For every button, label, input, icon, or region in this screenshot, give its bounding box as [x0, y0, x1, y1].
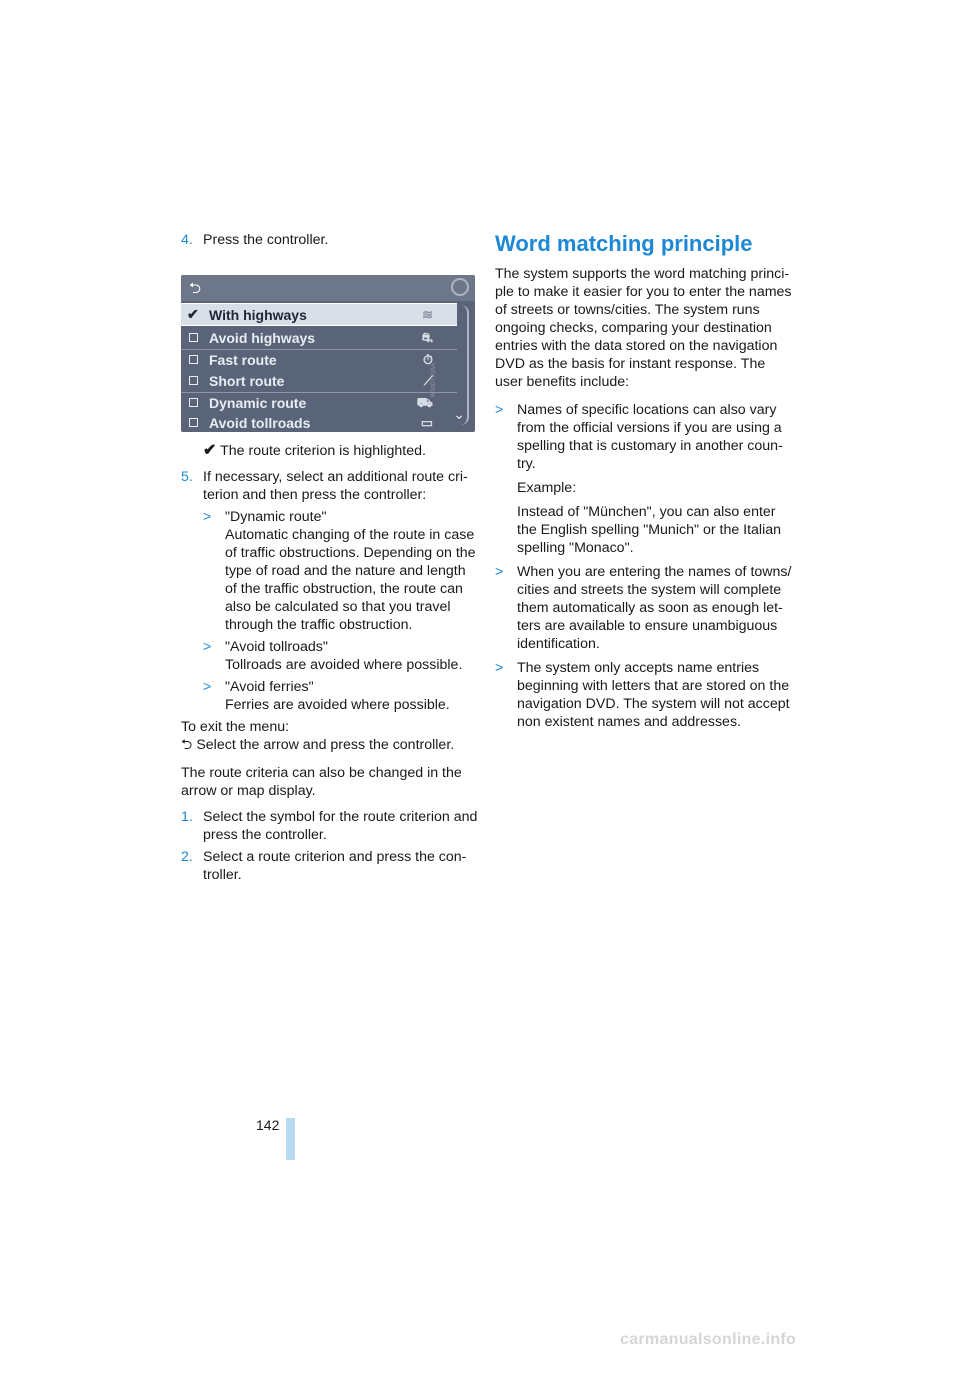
checkmark-icon: ✔ [187, 306, 199, 322]
menu-item-label: Dynamic route [209, 395, 307, 411]
checkbox-icon [189, 355, 198, 364]
avoid-highway-icon: ⛐ [421, 330, 433, 345]
step-text: Press the controller. [203, 232, 329, 248]
route-option-list [181, 508, 481, 714]
route-criteria-screenshot [181, 275, 475, 432]
right-column [495, 231, 795, 735]
footer-watermark: carmanualsonline.info [620, 1331, 797, 1348]
menu-item-label: Fast route [209, 352, 277, 368]
step-number: 5. [181, 469, 193, 485]
step-text: Select a route criterion and press the con-troller. [203, 849, 467, 883]
bullet-marker: > [495, 660, 504, 676]
list-item [495, 563, 795, 653]
menu-item-dynamic-route [181, 392, 457, 413]
step-text: Select the symbol for the route criterion and press the controller. [203, 809, 478, 843]
checkbox-icon [189, 333, 198, 342]
example-label: Example: [517, 480, 577, 496]
checkbox-icon [189, 376, 198, 385]
menu-item-avoid-highways [181, 327, 457, 348]
list-item [495, 401, 795, 557]
bullet-marker: > [203, 679, 212, 695]
scroll-down-icon: ⌄ [453, 406, 465, 422]
change-step-1 [181, 808, 481, 844]
bullet-marker: > [495, 402, 504, 418]
checkbox-icon [189, 398, 198, 407]
screen-top-bar [181, 275, 475, 301]
menu-item-short-route [181, 370, 457, 391]
stopwatch-icon: ⏱ [422, 352, 433, 367]
highway-icon: ≋ [422, 307, 433, 322]
highlight-note [181, 442, 481, 460]
short-route-icon: ⟋ [423, 373, 433, 388]
intro-paragraph: The system supports the word matching princi-ple to make it easier for you to enter the names of streets or towns/cities. The system runs ongoing checks, comparing your destination entries with the data stored on the navigation DVD as the basis for instant response. The user benefits include: [495, 266, 792, 390]
exit-instruction [181, 736, 481, 754]
menu-item-label: With highways [209, 307, 307, 323]
example-text: Instead of "München", you can also enter the English spelling "Munich" or the Italian spelling "Monaco". [517, 504, 782, 556]
image-code: W9007V0AA [430, 362, 437, 398]
list-item [203, 508, 481, 634]
checkbox-icon [189, 418, 198, 427]
step-5 [181, 468, 481, 504]
menu-item-avoid-tollroads [181, 412, 457, 432]
option-title: "Dynamic route" [225, 509, 327, 525]
section-heading: Word matching principle [495, 231, 753, 256]
step-number: 2. [181, 849, 193, 865]
step-number: 1. [181, 809, 193, 825]
highlight-note-text: The route criterion is highlighted. [220, 443, 426, 459]
left-column [181, 231, 481, 888]
toll-icon: ▭ [420, 415, 433, 430]
option-description: Ferries are avoided where possible. [225, 697, 450, 713]
list-item [203, 638, 481, 674]
change-note: The route criteria can also be changed in the arrow or map display. [181, 765, 462, 799]
option-description: Automatic changing of the route in case of traffic obstructions. Depending on the type of road and the nature and length of the traffic obstruction, the route can also be calculated so that you travel through the traffic obstruction. [225, 527, 476, 633]
step-number: 4. [181, 232, 193, 248]
bullet-marker: > [203, 639, 212, 655]
option-title: "Avoid ferries" [225, 679, 314, 695]
page-marker-bar [286, 1118, 295, 1160]
traffic-icon: ⛟ [416, 395, 433, 410]
menu-item-label: Avoid highways [209, 330, 316, 346]
benefit-text: When you are entering the names of towns/ cities and streets the system will complete them automatically as soon as enough let-ters are available to ensure unambiguous identification. [517, 564, 792, 652]
menu-item-with-highways [181, 303, 457, 326]
option-title: "Avoid tollroads" [225, 639, 328, 655]
option-description: Tollroads are avoided where possible. [225, 657, 463, 673]
bullet-marker: > [495, 564, 504, 580]
change-step-2 [181, 848, 481, 884]
benefit-text: Names of specific locations can also vary from the official versions if you are using a spelling that is customary in another coun-try. [517, 402, 783, 472]
menu-item-fast-route [181, 349, 457, 370]
benefit-text: The system only accepts name entries beginning with letters that are stored on the navigation DVD. The system will not accept non existent names and addresses. [517, 660, 790, 730]
checkmark-icon: ✔ [203, 442, 217, 459]
menu-item-label: Avoid tollroads [209, 415, 311, 431]
back-arrow-icon: ⮌ [181, 737, 193, 753]
exit-instruction-text: Select the arrow and press the controller. [196, 737, 455, 753]
exit-title: To exit the menu: [181, 719, 290, 735]
list-item [495, 659, 795, 731]
page-number: 142 [256, 1117, 280, 1133]
step-4 [181, 231, 481, 249]
step-text: If necessary, select an additional route cri-terion and then press the controller: [203, 469, 468, 503]
back-arrow-icon: ⮌ [189, 280, 202, 297]
menu-item-label: Short route [209, 373, 285, 389]
bullet-marker: > [203, 509, 212, 525]
controller-knob-icon [451, 278, 469, 296]
list-item [203, 678, 481, 714]
